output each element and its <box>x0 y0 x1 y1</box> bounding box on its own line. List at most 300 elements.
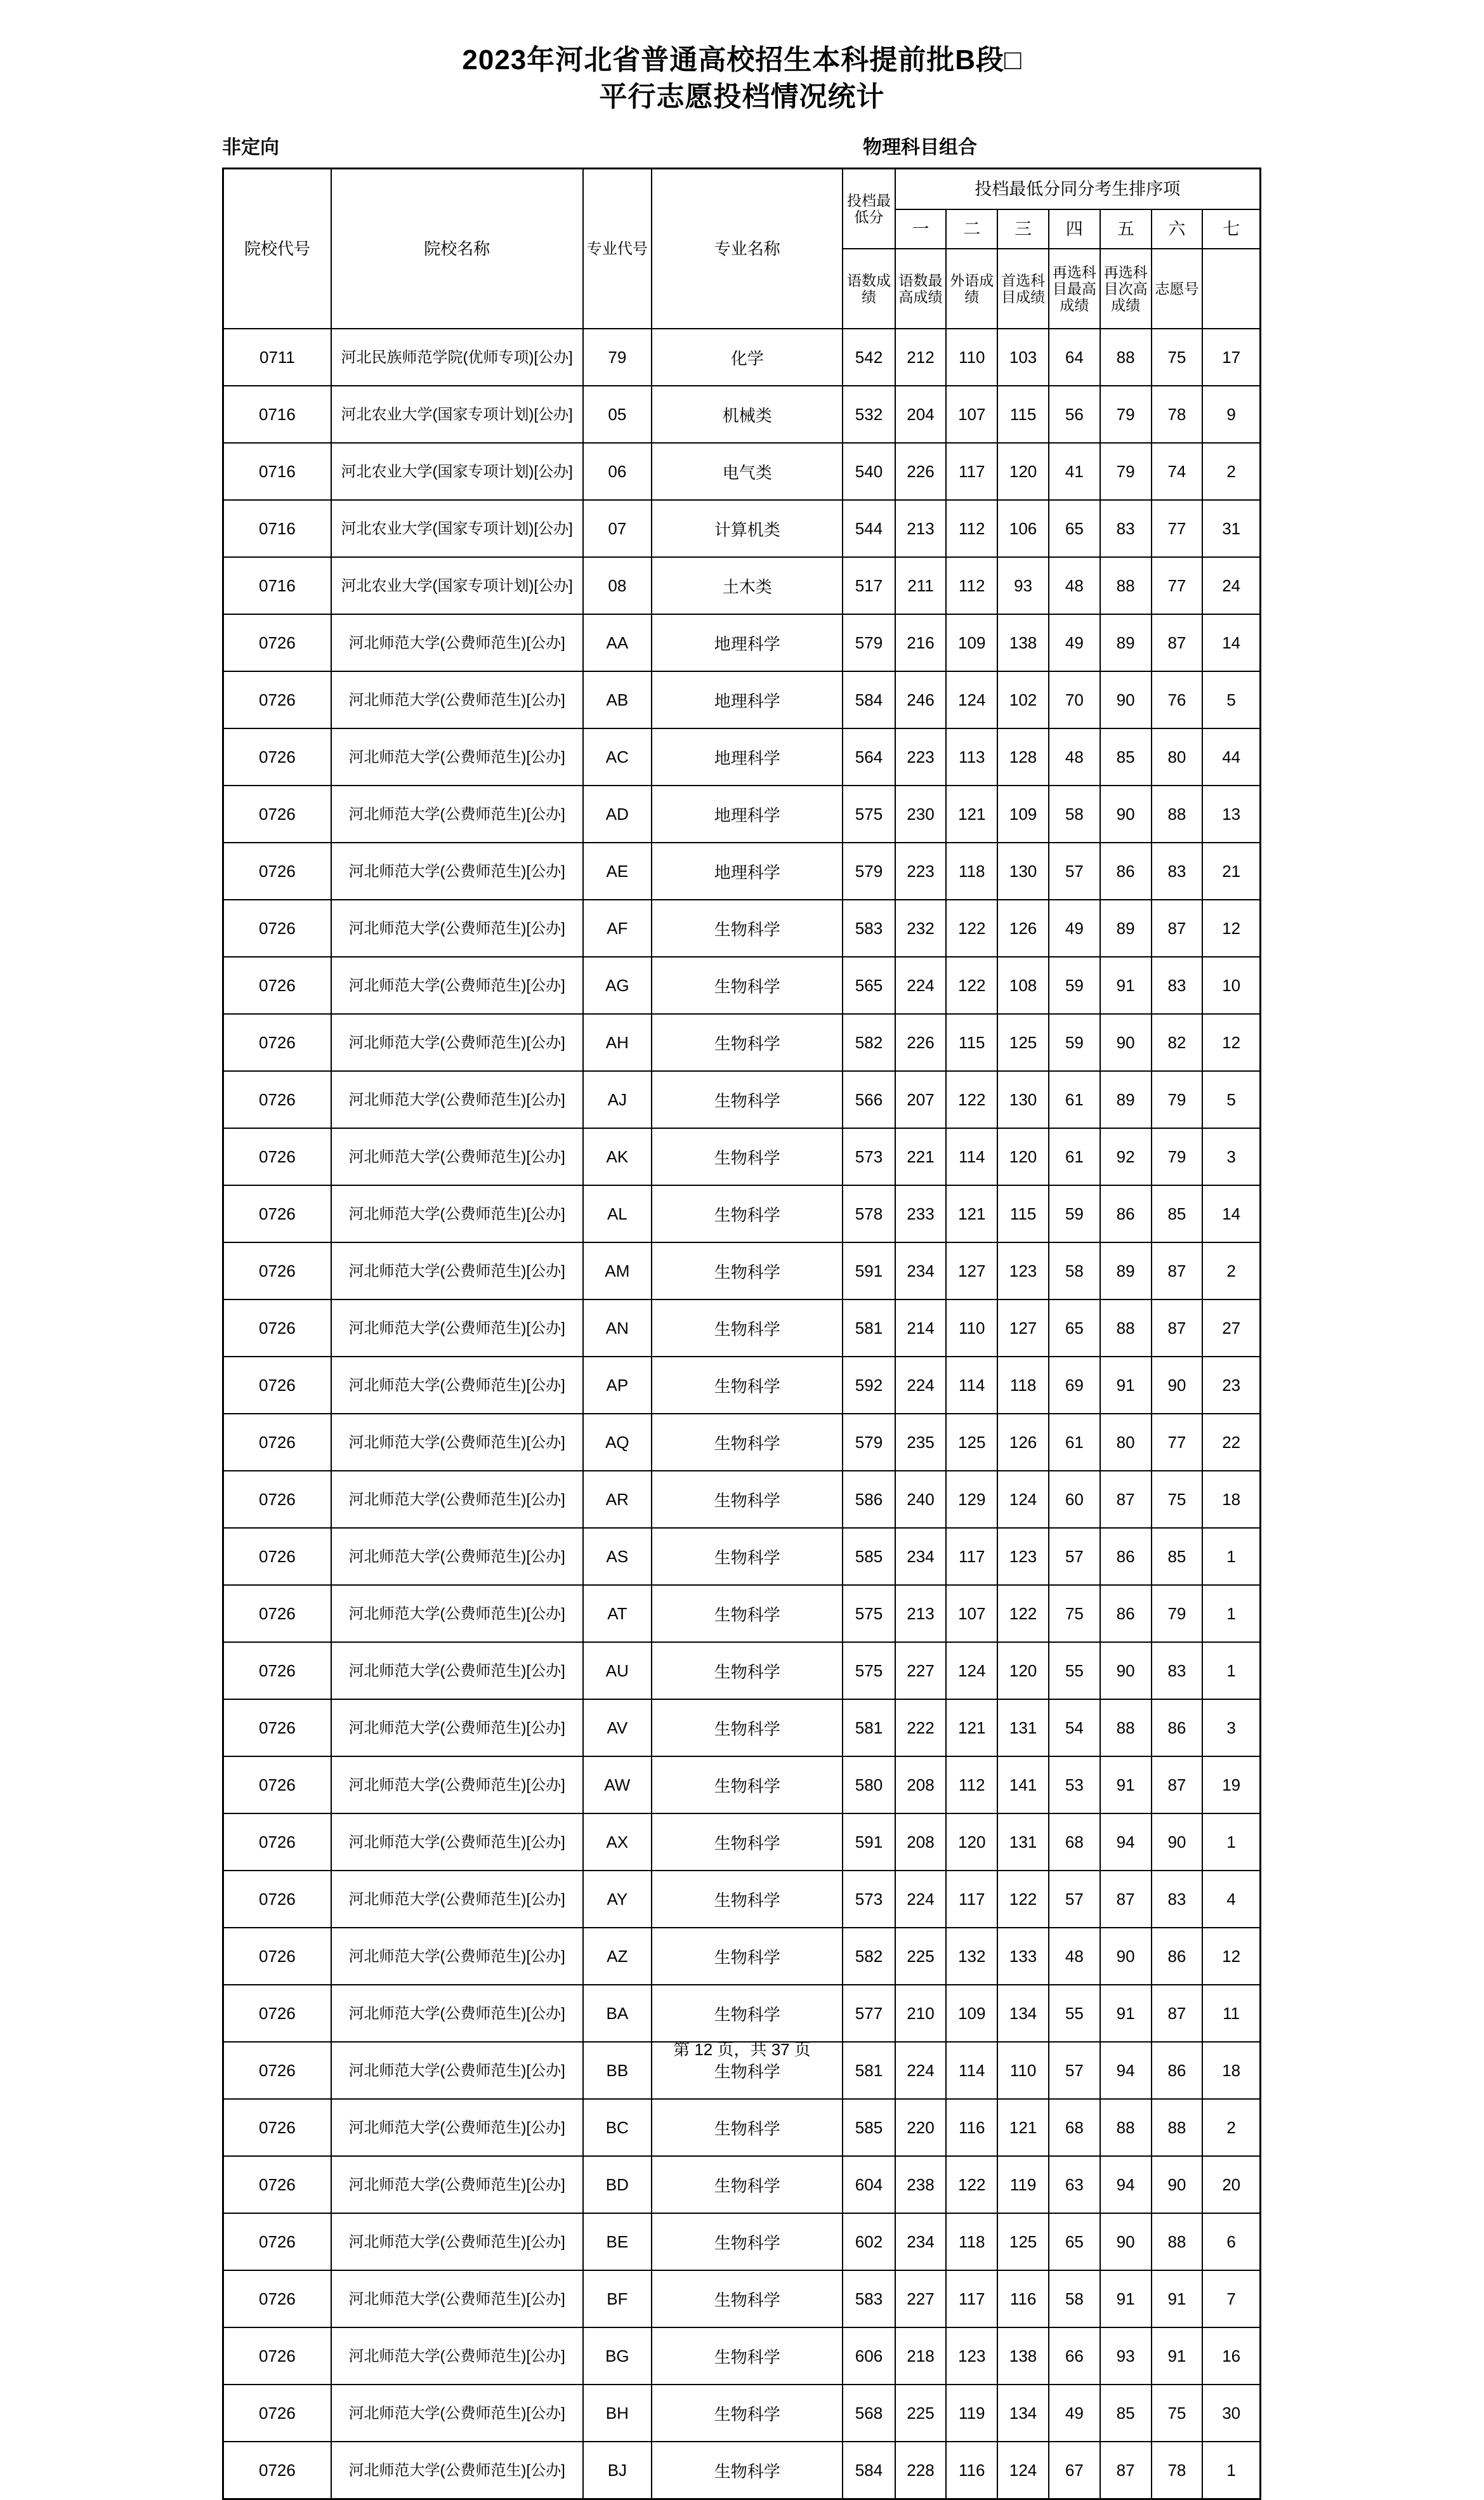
cell-wish-number: 2 <box>1202 1242 1260 1299</box>
cell-primary-subject-score: 54 <box>1049 1699 1100 1756</box>
cell-major-code: 05 <box>583 386 652 443</box>
cell-chinese-math-max: 115 <box>946 1014 997 1071</box>
cell-major-name: 生物科学 <box>652 1813 843 1871</box>
cell-foreign-language-score: 120 <box>997 1128 1049 1185</box>
cell-major-code: AA <box>583 614 652 671</box>
cell-chinese-math-max: 122 <box>946 900 997 957</box>
cell-primary-subject-score: 65 <box>1049 1299 1100 1357</box>
cell-chinese-math-score: 234 <box>895 1242 947 1299</box>
ordinal-7: 七 <box>1202 209 1260 249</box>
cell-min-score: 592 <box>843 1357 895 1414</box>
cell-chinese-math-max: 112 <box>946 500 997 557</box>
cell-secondary-subject-second: 86 <box>1152 2042 1203 2099</box>
cell-wish-number: 19 <box>1202 1756 1260 1813</box>
cell-major-code: 08 <box>583 557 652 614</box>
cell-school-name: 河北师范大学(公费师范生)[公办] <box>331 957 583 1014</box>
cell-primary-subject-score: 70 <box>1049 671 1100 728</box>
table-row <box>223 2099 1261 2156</box>
cell-min-score: 586 <box>843 1471 895 1528</box>
col-header-chinese-math-max: 语数最高成绩 <box>895 249 947 329</box>
cell-major-name: 生物科学 <box>652 1242 843 1299</box>
cell-chinese-math-score: 223 <box>895 843 947 900</box>
cell-chinese-math-score: 213 <box>895 1585 947 1642</box>
cell-min-score: 575 <box>843 786 895 843</box>
cell-min-score: 565 <box>843 957 895 1014</box>
cell-school-name: 河北师范大学(公费师范生)[公办] <box>331 1128 583 1185</box>
cell-foreign-language-score: 131 <box>997 1813 1049 1871</box>
cell-secondary-subject-second: 88 <box>1152 2099 1203 2156</box>
cell-major-name: 生物科学 <box>652 1299 843 1357</box>
cell-min-score: 583 <box>843 900 895 957</box>
cell-primary-subject-score: 41 <box>1049 443 1100 500</box>
cell-major-code: AN <box>583 1299 652 1357</box>
cell-foreign-language-score: 121 <box>997 2099 1049 2156</box>
cell-wish-number: 4 <box>1202 1871 1260 1928</box>
cell-school-name: 河北师范大学(公费师范生)[公办] <box>331 2270 583 2327</box>
cell-foreign-language-score: 126 <box>997 1414 1049 1471</box>
cell-school-code: 0716 <box>223 500 331 557</box>
cell-major-code: BD <box>583 2156 652 2213</box>
cell-chinese-math-score: 220 <box>895 2099 947 2156</box>
cell-foreign-language-score: 125 <box>997 2213 1049 2270</box>
cell-primary-subject-score: 63 <box>1049 2156 1100 2213</box>
cell-major-code: BJ <box>583 2442 652 2499</box>
cell-chinese-math-max: 121 <box>946 1185 997 1242</box>
cell-secondary-subject-second: 80 <box>1152 728 1203 786</box>
ordinal-3: 三 <box>997 209 1049 249</box>
table-row <box>223 1985 1261 2042</box>
cell-school-code: 0726 <box>223 1299 331 1357</box>
cell-primary-subject-score: 55 <box>1049 1985 1100 2042</box>
cell-min-score: 591 <box>843 1242 895 1299</box>
cell-foreign-language-score: 120 <box>997 1642 1049 1699</box>
table-row <box>223 1471 1261 1528</box>
cell-min-score: 580 <box>843 1756 895 1813</box>
cell-school-code: 0726 <box>223 614 331 671</box>
cell-primary-subject-score: 65 <box>1049 500 1100 557</box>
cell-school-name: 河北师范大学(公费师范生)[公办] <box>331 1871 583 1928</box>
cell-major-code: BB <box>583 2042 652 2099</box>
cell-secondary-subject-max: 90 <box>1100 671 1152 728</box>
cell-chinese-math-score: 227 <box>895 1642 947 1699</box>
cell-school-name: 河北师范大学(公费师范生)[公办] <box>331 1642 583 1699</box>
cell-min-score: 583 <box>843 2270 895 2327</box>
cell-major-code: BC <box>583 2099 652 2156</box>
cell-major-code: AY <box>583 1871 652 1928</box>
cell-secondary-subject-max: 85 <box>1100 728 1152 786</box>
table-row <box>223 2385 1261 2442</box>
cell-major-name: 生物科学 <box>652 1871 843 1928</box>
table-row <box>223 443 1261 500</box>
cell-secondary-subject-second: 75 <box>1152 1471 1203 1528</box>
cell-min-score: 584 <box>843 671 895 728</box>
cell-foreign-language-score: 138 <box>997 614 1049 671</box>
cell-chinese-math-score: 207 <box>895 1071 947 1128</box>
cell-secondary-subject-max: 90 <box>1100 1014 1152 1071</box>
cell-school-name: 河北师范大学(公费师范生)[公办] <box>331 1699 583 1756</box>
cell-wish-number: 1 <box>1202 1813 1260 1871</box>
cell-chinese-math-score: 221 <box>895 1128 947 1185</box>
cell-secondary-subject-max: 88 <box>1100 329 1152 386</box>
table-row <box>223 1242 1261 1299</box>
cell-secondary-subject-second: 85 <box>1152 1528 1203 1585</box>
cell-secondary-subject-max: 86 <box>1100 1185 1152 1242</box>
table-row <box>223 1585 1261 1642</box>
cell-school-code: 0726 <box>223 2099 331 2156</box>
cell-major-name: 生物科学 <box>652 957 843 1014</box>
cell-min-score: 581 <box>843 2042 895 2099</box>
cell-min-score: 532 <box>843 386 895 443</box>
cell-secondary-subject-second: 86 <box>1152 1699 1203 1756</box>
cell-min-score: 575 <box>843 1585 895 1642</box>
cell-secondary-subject-second: 83 <box>1152 957 1203 1014</box>
cell-school-code: 0726 <box>223 1185 331 1242</box>
cell-foreign-language-score: 127 <box>997 1299 1049 1357</box>
cell-chinese-math-max: 116 <box>946 2442 997 2499</box>
cell-foreign-language-score: 126 <box>997 900 1049 957</box>
cell-chinese-math-score: 230 <box>895 786 947 843</box>
cell-primary-subject-score: 59 <box>1049 957 1100 1014</box>
cell-secondary-subject-second: 78 <box>1152 2442 1203 2499</box>
cell-primary-subject-score: 53 <box>1049 1756 1100 1813</box>
table-row <box>223 1642 1261 1699</box>
cell-major-name: 生物科学 <box>652 1357 843 1414</box>
cell-chinese-math-max: 117 <box>946 1871 997 1928</box>
cell-chinese-math-max: 110 <box>946 1299 997 1357</box>
cell-school-name: 河北师范大学(公费师范生)[公办] <box>331 1813 583 1871</box>
cell-major-code: AB <box>583 671 652 728</box>
cell-chinese-math-max: 118 <box>946 2213 997 2270</box>
cell-secondary-subject-max: 80 <box>1100 1414 1152 1471</box>
cell-foreign-language-score: 115 <box>997 1185 1049 1242</box>
cell-chinese-math-score: 225 <box>895 1928 947 1985</box>
table-row <box>223 2442 1261 2499</box>
cell-major-code: AK <box>583 1128 652 1185</box>
cell-major-name: 生物科学 <box>652 2099 843 2156</box>
table-row <box>223 1699 1261 1756</box>
cell-chinese-math-score: 224 <box>895 2042 947 2099</box>
cell-school-name: 河北师范大学(公费师范生)[公办] <box>331 1985 583 2042</box>
cell-secondary-subject-max: 90 <box>1100 1642 1152 1699</box>
cell-school-code: 0726 <box>223 671 331 728</box>
cell-chinese-math-score: 224 <box>895 1871 947 1928</box>
subheader-right-label: 物理科目组合 <box>863 137 977 158</box>
cell-chinese-math-max: 114 <box>946 1128 997 1185</box>
cell-wish-number: 22 <box>1202 1414 1260 1471</box>
cell-primary-subject-score: 69 <box>1049 1357 1100 1414</box>
cell-min-score: 585 <box>843 2099 895 2156</box>
cell-school-name: 河北师范大学(公费师范生)[公办] <box>331 786 583 843</box>
cell-major-code: 06 <box>583 443 652 500</box>
cell-secondary-subject-second: 79 <box>1152 1071 1203 1128</box>
cell-chinese-math-max: 109 <box>946 614 997 671</box>
cell-secondary-subject-max: 89 <box>1100 1242 1152 1299</box>
cell-foreign-language-score: 124 <box>997 1471 1049 1528</box>
cell-major-name: 生物科学 <box>652 1071 843 1128</box>
cell-major-name: 地理科学 <box>652 614 843 671</box>
cell-major-name: 生物科学 <box>652 2042 843 2099</box>
cell-foreign-language-score: 109 <box>997 786 1049 843</box>
cell-secondary-subject-second: 78 <box>1152 386 1203 443</box>
cell-chinese-math-max: 124 <box>946 1642 997 1699</box>
cell-primary-subject-score: 59 <box>1049 1185 1100 1242</box>
table-row <box>223 1299 1261 1357</box>
cell-major-code: AF <box>583 900 652 957</box>
cell-primary-subject-score: 57 <box>1049 2042 1100 2099</box>
cell-major-name: 生物科学 <box>652 2270 843 2327</box>
ordinal-5: 五 <box>1100 209 1152 249</box>
cell-chinese-math-score: 208 <box>895 1813 947 1871</box>
cell-secondary-subject-second: 90 <box>1152 1813 1203 1871</box>
cell-secondary-subject-second: 90 <box>1152 1357 1203 1414</box>
cell-chinese-math-score: 208 <box>895 1756 947 1813</box>
cell-primary-subject-score: 64 <box>1049 329 1100 386</box>
cell-min-score: 591 <box>843 1813 895 1871</box>
cell-primary-subject-score: 65 <box>1049 2213 1100 2270</box>
cell-wish-number: 20 <box>1202 2156 1260 2213</box>
cell-secondary-subject-second: 88 <box>1152 2213 1203 2270</box>
cell-chinese-math-max: 127 <box>946 1242 997 1299</box>
cell-school-name: 河北师范大学(公费师范生)[公办] <box>331 1185 583 1242</box>
cell-school-code: 0726 <box>223 728 331 786</box>
cell-secondary-subject-second: 85 <box>1152 1185 1203 1242</box>
cell-secondary-subject-max: 94 <box>1100 2156 1152 2213</box>
cell-school-name: 河北师范大学(公费师范生)[公办] <box>331 2099 583 2156</box>
cell-chinese-math-max: 129 <box>946 1471 997 1528</box>
cell-wish-number: 24 <box>1202 557 1260 614</box>
cell-wish-number: 16 <box>1202 2327 1260 2385</box>
cell-school-code: 0726 <box>223 2327 331 2385</box>
cell-wish-number: 18 <box>1202 2042 1260 2099</box>
cell-min-score: 582 <box>843 1928 895 1985</box>
cell-secondary-subject-max: 79 <box>1100 386 1152 443</box>
col-header-chinese-math-score: 语数成绩 <box>843 249 895 329</box>
cell-chinese-math-score: 246 <box>895 671 947 728</box>
cell-foreign-language-score: 110 <box>997 2042 1049 2099</box>
cell-school-code: 0726 <box>223 1642 331 1699</box>
table-row <box>223 728 1261 786</box>
cell-min-score: 577 <box>843 1985 895 2042</box>
cell-chinese-math-score: 234 <box>895 1528 947 1585</box>
cell-major-code: 79 <box>583 329 652 386</box>
title-line-1: 2023年河北省普通高校招生本科提前批B段□ <box>462 44 1022 76</box>
cell-school-code: 0726 <box>223 2213 331 2270</box>
cell-major-name: 生物科学 <box>652 2156 843 2213</box>
cell-foreign-language-score: 108 <box>997 957 1049 1014</box>
cell-chinese-math-score: 212 <box>895 329 947 386</box>
cell-primary-subject-score: 56 <box>1049 386 1100 443</box>
cell-foreign-language-score: 102 <box>997 671 1049 728</box>
cell-major-name: 计算机类 <box>652 500 843 557</box>
cell-chinese-math-max: 119 <box>946 2385 997 2442</box>
cell-wish-number: 12 <box>1202 900 1260 957</box>
cell-secondary-subject-second: 82 <box>1152 1014 1203 1071</box>
cell-major-name: 地理科学 <box>652 671 843 728</box>
cell-major-code: AZ <box>583 1928 652 1985</box>
cell-wish-number: 2 <box>1202 2099 1260 2156</box>
title-line-2: 平行志愿投档情况统计 <box>599 81 885 112</box>
cell-secondary-subject-max: 86 <box>1100 843 1152 900</box>
cell-school-name: 河北师范大学(公费师范生)[公办] <box>331 1299 583 1357</box>
cell-primary-subject-score: 48 <box>1049 728 1100 786</box>
ordinal-2: 二 <box>946 209 997 249</box>
cell-secondary-subject-second: 87 <box>1152 1756 1203 1813</box>
cell-min-score: 579 <box>843 614 895 671</box>
col-header-min-score: 投档最低分 <box>843 169 895 249</box>
cell-chinese-math-max: 122 <box>946 2156 997 2213</box>
cell-secondary-subject-second: 74 <box>1152 443 1203 500</box>
cell-wish-number: 13 <box>1202 786 1260 843</box>
cell-wish-number: 5 <box>1202 1071 1260 1128</box>
cell-school-code: 0726 <box>223 1813 331 1871</box>
cell-primary-subject-score: 48 <box>1049 1928 1100 1985</box>
cell-primary-subject-score: 49 <box>1049 2385 1100 2442</box>
cell-school-name: 河北师范大学(公费师范生)[公办] <box>331 2213 583 2270</box>
cell-foreign-language-score: 123 <box>997 1528 1049 1585</box>
cell-primary-subject-score: 67 <box>1049 2442 1100 2499</box>
cell-primary-subject-score: 61 <box>1049 1128 1100 1185</box>
cell-min-score: 579 <box>843 843 895 900</box>
cell-min-score: 517 <box>843 557 895 614</box>
table-row <box>223 1014 1261 1071</box>
cell-major-code: AQ <box>583 1414 652 1471</box>
header-row-group <box>223 169 1261 210</box>
cell-secondary-subject-second: 79 <box>1152 1128 1203 1185</box>
cell-major-code: AW <box>583 1756 652 1813</box>
cell-min-score: 564 <box>843 728 895 786</box>
cell-secondary-subject-max: 79 <box>1100 443 1152 500</box>
cell-foreign-language-score: 122 <box>997 1871 1049 1928</box>
cell-secondary-subject-second: 83 <box>1152 843 1203 900</box>
col-header-school-name: 院校名称 <box>331 169 583 329</box>
cell-school-name: 河北师范大学(公费师范生)[公办] <box>331 1528 583 1585</box>
cell-chinese-math-score: 233 <box>895 1185 947 1242</box>
admission-score-table <box>222 168 1261 2500</box>
cell-secondary-subject-second: 77 <box>1152 557 1203 614</box>
cell-chinese-math-score: 227 <box>895 2270 947 2327</box>
cell-secondary-subject-max: 86 <box>1100 1585 1152 1642</box>
cell-wish-number: 44 <box>1202 728 1260 786</box>
cell-chinese-math-max: 116 <box>946 2099 997 2156</box>
cell-foreign-language-score: 131 <box>997 1699 1049 1756</box>
ordinal-6: 六 <box>1152 209 1203 249</box>
cell-major-name: 生物科学 <box>652 1985 843 2042</box>
col-header-secondary-subject-max: 再选科目最高成绩 <box>1049 249 1100 329</box>
cell-major-name: 地理科学 <box>652 843 843 900</box>
cell-major-code: AD <box>583 786 652 843</box>
cell-secondary-subject-second: 83 <box>1152 1642 1203 1699</box>
cell-secondary-subject-max: 83 <box>1100 500 1152 557</box>
table-row <box>223 2156 1261 2213</box>
table-row <box>223 1071 1261 1128</box>
cell-major-code: AM <box>583 1242 652 1299</box>
cell-chinese-math-max: 107 <box>946 386 997 443</box>
cell-school-code: 0726 <box>223 1928 331 1985</box>
cell-major-code: AG <box>583 957 652 1014</box>
cell-major-name: 生物科学 <box>652 1014 843 1071</box>
cell-chinese-math-max: 121 <box>946 1699 997 1756</box>
cell-foreign-language-score: 133 <box>997 1928 1049 1985</box>
cell-school-name: 河北农业大学(国家专项计划)[公办] <box>331 443 583 500</box>
cell-chinese-math-max: 110 <box>946 329 997 386</box>
cell-secondary-subject-second: 79 <box>1152 1585 1203 1642</box>
cell-secondary-subject-max: 88 <box>1100 1699 1152 1756</box>
cell-secondary-subject-max: 88 <box>1100 557 1152 614</box>
table-row <box>223 386 1261 443</box>
cell-secondary-subject-max: 90 <box>1100 2213 1152 2270</box>
cell-major-code: AU <box>583 1642 652 1699</box>
table-row <box>223 614 1261 671</box>
cell-foreign-language-score: 106 <box>997 500 1049 557</box>
cell-secondary-subject-second: 87 <box>1152 1299 1203 1357</box>
cell-chinese-math-score: 213 <box>895 500 947 557</box>
cell-wish-number: 21 <box>1202 843 1260 900</box>
cell-school-code: 0726 <box>223 2442 331 2499</box>
cell-school-name: 河北师范大学(公费师范生)[公办] <box>331 1014 583 1071</box>
table-row <box>223 900 1261 957</box>
cell-chinese-math-max: 123 <box>946 2327 997 2385</box>
cell-chinese-math-score: 204 <box>895 386 947 443</box>
table-row <box>223 1414 1261 1471</box>
cell-secondary-subject-second: 88 <box>1152 786 1203 843</box>
cell-secondary-subject-max: 89 <box>1100 614 1152 671</box>
cell-secondary-subject-second: 87 <box>1152 1242 1203 1299</box>
cell-school-code: 0726 <box>223 1985 331 2042</box>
cell-secondary-subject-second: 77 <box>1152 500 1203 557</box>
cell-primary-subject-score: 75 <box>1049 1585 1100 1642</box>
table-row <box>223 2213 1261 2270</box>
cell-secondary-subject-second: 87 <box>1152 1985 1203 2042</box>
cell-primary-subject-score: 58 <box>1049 786 1100 843</box>
cell-chinese-math-max: 112 <box>946 1756 997 1813</box>
ordinal-1: 一 <box>895 209 947 249</box>
cell-chinese-math-score: 234 <box>895 2213 947 2270</box>
cell-school-name: 河北师范大学(公费师范生)[公办] <box>331 2042 583 2099</box>
cell-wish-number: 17 <box>1202 329 1260 386</box>
cell-foreign-language-score: 115 <box>997 386 1049 443</box>
cell-chinese-math-max: 122 <box>946 1071 997 1128</box>
cell-secondary-subject-max: 91 <box>1100 1756 1152 1813</box>
cell-wish-number: 12 <box>1202 1014 1260 1071</box>
cell-major-code: 07 <box>583 500 652 557</box>
cell-major-name: 化学 <box>652 329 843 386</box>
cell-wish-number: 9 <box>1202 386 1260 443</box>
cell-major-name: 生物科学 <box>652 1528 843 1585</box>
cell-wish-number: 30 <box>1202 2385 1260 2442</box>
cell-secondary-subject-second: 87 <box>1152 614 1203 671</box>
cell-school-code: 0711 <box>223 329 331 386</box>
cell-school-name: 河北农业大学(国家专项计划)[公办] <box>331 500 583 557</box>
table-row <box>223 1185 1261 1242</box>
cell-chinese-math-max: 125 <box>946 1414 997 1471</box>
cell-wish-number: 5 <box>1202 671 1260 728</box>
cell-wish-number: 1 <box>1202 1528 1260 1585</box>
cell-major-code: AS <box>583 1528 652 1585</box>
cell-secondary-subject-max: 89 <box>1100 900 1152 957</box>
col-header-foreign-language-score: 外语成绩 <box>946 249 997 329</box>
cell-school-name: 河北师范大学(公费师范生)[公办] <box>331 1471 583 1528</box>
cell-school-code: 0716 <box>223 443 331 500</box>
cell-wish-number: 14 <box>1202 1185 1260 1242</box>
cell-secondary-subject-second: 86 <box>1152 1928 1203 1985</box>
cell-min-score: 579 <box>843 1414 895 1471</box>
cell-chinese-math-score: 224 <box>895 957 947 1014</box>
cell-major-name: 生物科学 <box>652 1699 843 1756</box>
cell-foreign-language-score: 125 <box>997 1014 1049 1071</box>
cell-foreign-language-score: 119 <box>997 2156 1049 2213</box>
cell-primary-subject-score: 61 <box>1049 1071 1100 1128</box>
col-header-tiebreak-group: 投档最低分同分考生排序项 <box>895 169 1261 210</box>
